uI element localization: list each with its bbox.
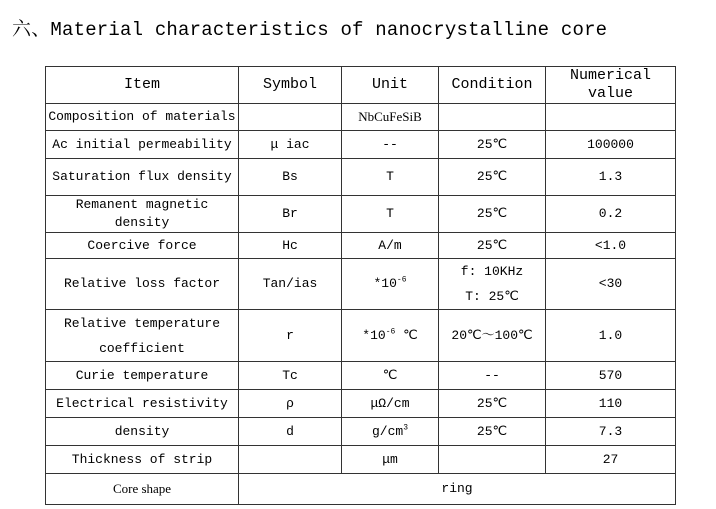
- table-row: [46, 474, 676, 505]
- value-cell: 27: [546, 446, 676, 474]
- condition-line-2: T: 25℃: [465, 289, 519, 304]
- unit-cell: T: [342, 159, 439, 196]
- header-value: Numerical value: [546, 67, 676, 104]
- material-spec-table: [45, 66, 676, 505]
- unit-cell: [342, 259, 439, 310]
- value-cell: 570: [546, 362, 676, 390]
- value-cell: 1.0: [546, 310, 676, 362]
- item-cell: Core shape: [46, 474, 239, 505]
- condition-cell: 25℃: [439, 159, 546, 196]
- item-cell: density: [46, 418, 239, 446]
- value-cell: 0.2: [546, 196, 676, 233]
- unit-cell: [342, 418, 439, 446]
- condition-cell: 25℃: [439, 131, 546, 159]
- item-cell: Ac initial permeability: [46, 131, 239, 159]
- unit-cell: μΩ/cm: [342, 390, 439, 418]
- unit-cell: A/m: [342, 233, 439, 259]
- value-cell: <1.0: [546, 233, 676, 259]
- value-cell: 100000: [546, 131, 676, 159]
- item-line-1: Relative temperature: [63, 315, 221, 331]
- item-cell: Saturation flux density: [46, 159, 239, 196]
- symbol-cell: Tc: [239, 362, 342, 390]
- value-cell: [546, 104, 676, 131]
- symbol-cell: Tan/ias: [239, 259, 342, 310]
- header-item: Item: [46, 67, 239, 104]
- condition-cell: [439, 259, 546, 310]
- unit-cell: T: [342, 196, 439, 233]
- unit-cell: ℃: [342, 362, 439, 390]
- item-cell: Composition of materials: [46, 104, 239, 131]
- item-cell: Thickness of strip: [46, 446, 239, 474]
- table-row: [46, 446, 676, 474]
- condition-cell: 20℃～100℃: [439, 310, 546, 362]
- condition-cell: 25℃: [439, 418, 546, 446]
- condition-cell: 25℃: [439, 196, 546, 233]
- condition-line-1: f: 10KHz: [460, 264, 524, 279]
- symbol-cell: d: [239, 418, 342, 446]
- item-cell: Curie temperature: [46, 362, 239, 390]
- header-row: [46, 67, 676, 104]
- value-cell: 1.3: [546, 159, 676, 196]
- value-cell: <30: [546, 259, 676, 310]
- table-row: [46, 196, 676, 233]
- unit-tail: ℃: [395, 327, 418, 343]
- symbol-cell: ρ: [239, 390, 342, 418]
- symbol-cell: [239, 104, 342, 131]
- table-row: [46, 362, 676, 390]
- symbol-cell: Bs: [239, 159, 342, 196]
- item-cell: [46, 310, 239, 362]
- table-row: [46, 390, 676, 418]
- value-cell: 7.3: [546, 418, 676, 446]
- document-title: 六、Material characteristics of nanocrystalline core: [12, 19, 608, 41]
- table-row: [46, 233, 676, 259]
- header-condition: Condition: [439, 67, 546, 104]
- value-cell: 110: [546, 390, 676, 418]
- header-symbol: Symbol: [239, 67, 342, 104]
- table-row: [46, 259, 676, 310]
- condition-cell: 25℃: [439, 390, 546, 418]
- unit-cell: NbCuFeSiB: [342, 104, 439, 131]
- merged-value-cell: ring: [239, 474, 676, 505]
- table-row: [46, 418, 676, 446]
- table-row: [46, 310, 676, 362]
- condition-cell: 25℃: [439, 233, 546, 259]
- unit-exponent: -6: [396, 275, 407, 285]
- unit-base: *10: [362, 327, 386, 343]
- item-line-2: coefficient: [99, 340, 185, 356]
- symbol-cell: μ iac: [239, 131, 342, 159]
- symbol-cell: [239, 446, 342, 474]
- condition-cell: [439, 104, 546, 131]
- unit-base: *10: [373, 276, 397, 291]
- condition-cell: [439, 446, 546, 474]
- table-row: [46, 159, 676, 196]
- table-row: [46, 104, 676, 131]
- unit-exponent: -6: [385, 327, 396, 337]
- table-row: [46, 131, 676, 159]
- item-cell: Electrical resistivity: [46, 390, 239, 418]
- unit-base: g/cm: [371, 423, 404, 439]
- item-cell: Relative loss factor: [46, 259, 239, 310]
- unit-cell: [342, 310, 439, 362]
- unit-cell: --: [342, 131, 439, 159]
- unit-exponent: 3: [403, 423, 409, 433]
- item-cell: Remanent magnetic density: [46, 196, 239, 233]
- symbol-cell: r: [239, 310, 342, 362]
- header-unit: Unit: [342, 67, 439, 104]
- condition-cell: --: [439, 362, 546, 390]
- symbol-cell: Hc: [239, 233, 342, 259]
- unit-cell: μm: [342, 446, 439, 474]
- symbol-cell: Br: [239, 196, 342, 233]
- item-cell: Coercive force: [46, 233, 239, 259]
